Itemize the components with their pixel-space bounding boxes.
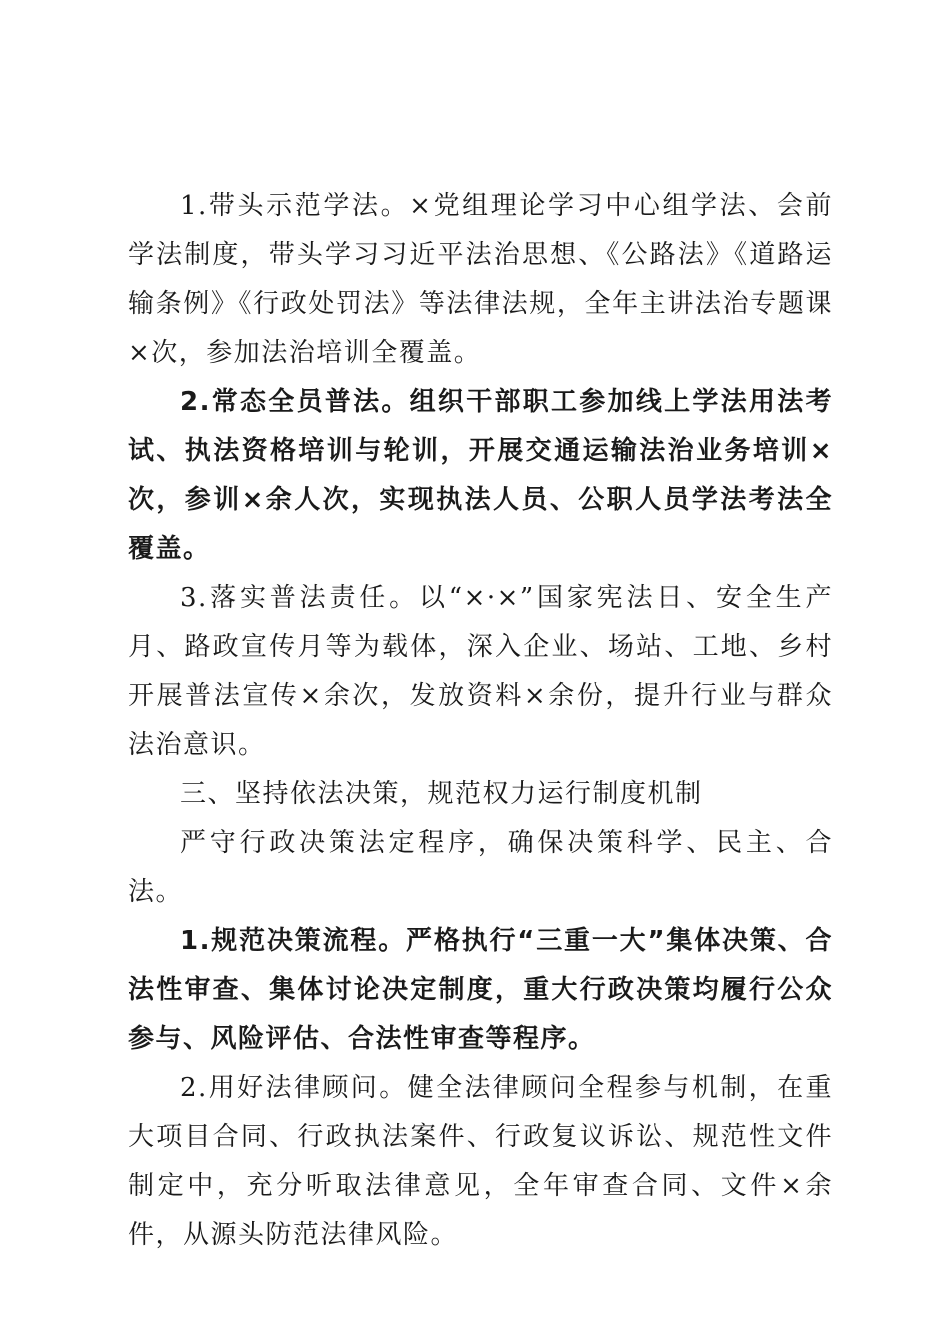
paragraph-legal-advisor: 2.用好法律顾问。健全法律顾问全程参与机制，在重大项目合同、行政执法案件、行政复议诉讼、规范性文件制定中，充分听取法律意见，全年审查合同、文件×余件，从源头防范法律风险。 (128, 1073, 833, 1250)
paragraph-popularize-law: 2.常态全员普法。组织干部职工参加线上学法用法考试、执法资格培训与轮训，开展交通运输法治业务培训×次，参训×余人次，实现执法人员、公职人员学法考法全覆盖。 (128, 387, 833, 564)
paragraph-responsibility: 3.落实普法责任。以“×·×”国家宪法日、安全生产月、路政宣传月等为载体，深入企业、场站、工地、乡村开展普法宣传×余次，发放资料×余份，提升行业与群众法治意识。 (128, 583, 833, 760)
document-body (128, 182, 833, 1260)
paragraph-decision-intro: 严守行政决策法定程序，确保决策科学、民主、合法。 (128, 828, 833, 907)
section-heading-decision: 三、坚持依法决策，规范权力运行制度机制 (180, 779, 703, 809)
paragraph-study-law: 1.带头示范学法。×党组理论学习中心组学法、会前学法制度，带头学习习近平法治思想、《公路法》《道路运输条例》《行政处罚法》等法律法规，全年主讲法治专题课×次，参加法治培训全覆盖。 (128, 191, 833, 368)
paragraph-decision-process: 1.规范决策流程。严格执行“三重一大”集体决策、合法性审查、集体讨论决定制度，重大行政决策均履行公众参与、风险评估、合法性审查等程序。 (128, 926, 833, 1054)
